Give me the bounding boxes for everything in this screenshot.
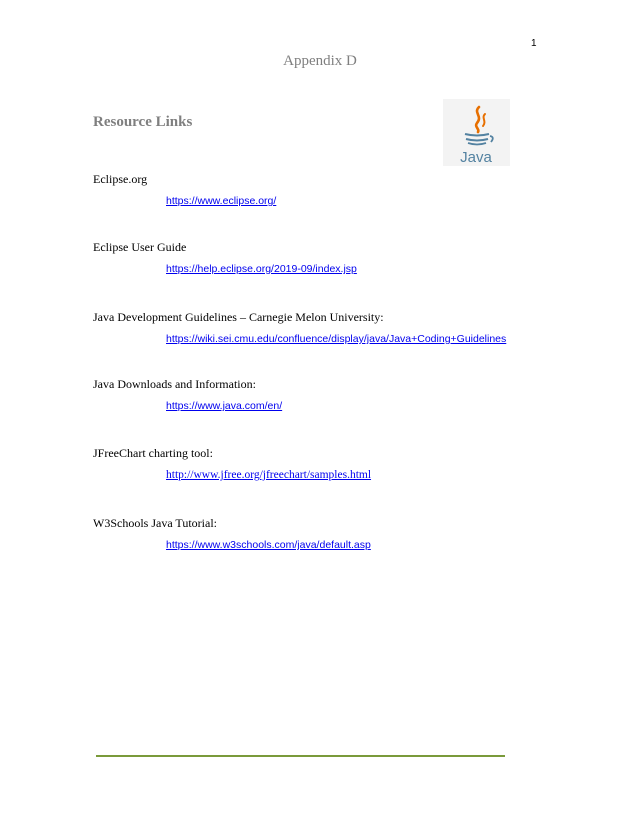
page-number: 1 <box>531 38 537 49</box>
resource-item <box>93 377 282 413</box>
java-logo-icon <box>443 99 510 166</box>
section-heading: Resource Links <box>93 114 193 130</box>
page-title: Appendix D <box>283 53 357 69</box>
resource-item <box>93 172 276 208</box>
resource-link[interactable]: https://www.java.com/en/ <box>166 400 283 412</box>
resource-item <box>93 240 357 276</box>
footer-rule <box>96 755 505 757</box>
resource-item <box>93 516 371 552</box>
resource-link[interactable]: https://help.eclipse.org/2019-09/index.jsp <box>166 263 357 275</box>
resource-link[interactable]: https://www.eclipse.org/ <box>166 195 277 207</box>
resource-title: Eclipse.org <box>93 172 148 186</box>
resource-title: W3Schools Java Tutorial: <box>93 516 218 530</box>
resource-link[interactable]: https://wiki.sei.cmu.edu/confluence/display/java/Java+Coding+Guidelines <box>166 333 507 345</box>
resource-title: JFreeChart charting tool: <box>93 446 213 460</box>
resource-item <box>93 310 506 346</box>
resource-link[interactable]: http://www.jfree.org/jfreechart/samples.html <box>166 469 372 481</box>
resource-title: Eclipse User Guide <box>93 240 187 254</box>
resource-item <box>93 446 371 482</box>
resource-title: Java Downloads and Information: <box>93 377 256 391</box>
resource-title: Java Development Guidelines – Carnegie Melon University: <box>93 310 384 324</box>
java-logo-text: Java <box>460 149 492 166</box>
resource-link[interactable]: https://www.w3schools.com/java/default.asp <box>166 539 371 551</box>
